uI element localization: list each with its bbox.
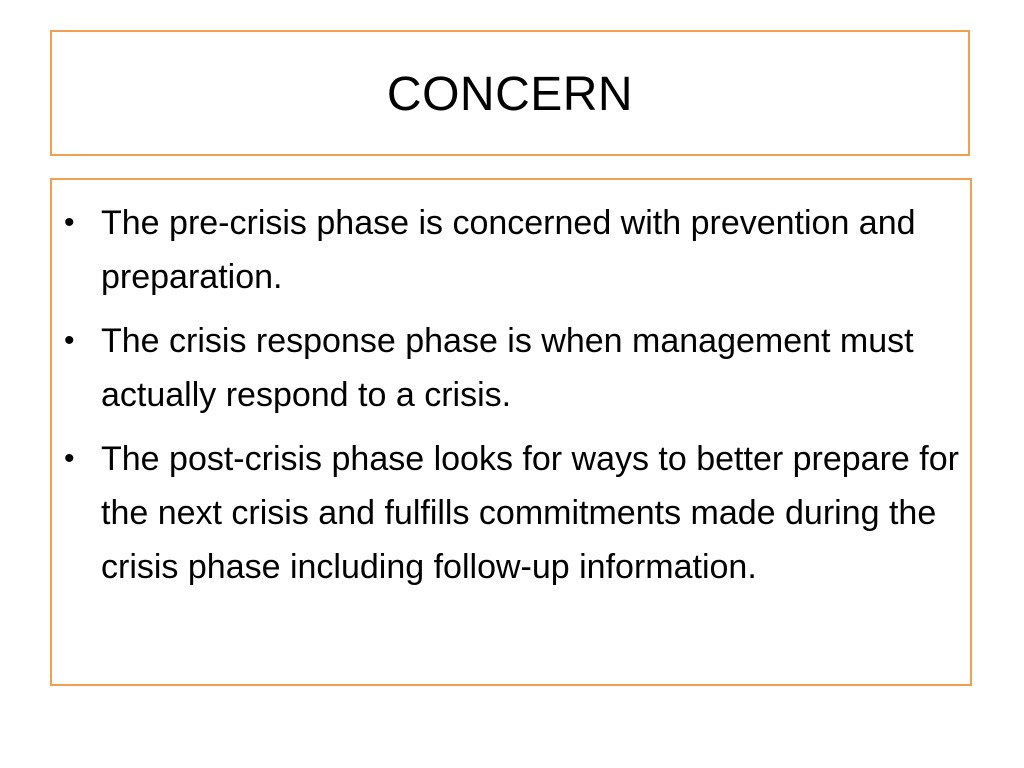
bullet-item [62,314,960,422]
title-box [50,30,970,156]
bullet-dot-icon: • [64,442,75,475]
bullet-text: The post-crisis phase looks for ways to better prepare for the next crisis and fulfills commitments made during the crisis phase including follow-up information. [101,440,959,586]
bullet-item [62,196,960,304]
bullet-dot-icon: • [64,324,75,357]
bullet-text: The crisis response phase is when management must actually respond to a crisis. [101,322,914,414]
content-box [50,178,972,686]
bullet-dot-icon: • [64,206,75,239]
slide-title: CONCERN [386,68,634,121]
bullet-list [62,196,960,594]
bullet-text: The pre-crisis phase is concerned with prevention and preparation. [101,204,916,296]
bullet-item [62,432,960,594]
